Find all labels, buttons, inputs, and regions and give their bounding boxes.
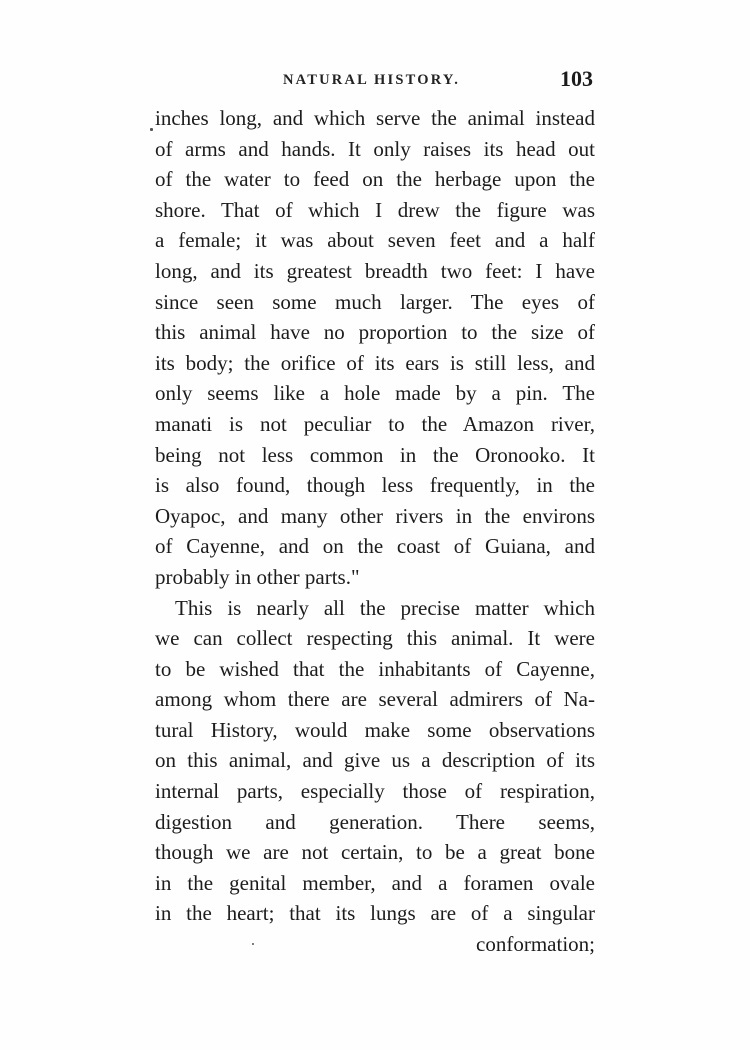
print-speck <box>252 943 254 945</box>
text-line: manati is not peculiar to the Amazon river, <box>155 411 595 436</box>
text-line: internal parts, especially those of respiration, <box>155 779 595 804</box>
text-line: inches long, and which serve the animal instead <box>155 106 595 130</box>
text-line: tural History, would make some observations <box>155 717 595 742</box>
text-line: being not less common in the Oronooko. It <box>155 442 595 467</box>
text-line: this animal have no proportion to the size of <box>155 320 595 345</box>
paragraph-end-line: probably in other parts." <box>155 564 360 589</box>
text-line: its body; the orifice of its ears is still less, and <box>155 350 595 375</box>
text-line: is also found, though less frequently, in the <box>155 473 595 498</box>
text-line: though we are not certain, to be a great bone <box>155 840 595 865</box>
text-line: digestion and generation. There seems, <box>155 809 595 834</box>
running-title: NATURAL HISTORY. <box>283 72 461 88</box>
text-line: shore. That of which I drew the figure was <box>155 197 595 222</box>
text-line: among whom there are several admirers of Na- <box>155 687 595 712</box>
text-line: we can collect respecting this animal. It were <box>155 626 595 651</box>
body-text <box>155 103 595 960</box>
text-line: to be wished that the inhabitants of Cayenne, <box>155 656 595 681</box>
text-line: in the genital member, and a foramen ovale <box>155 870 595 895</box>
text-line: Oyapoc, and many other rivers in the environs <box>155 503 595 528</box>
print-speck <box>150 128 153 131</box>
text-line: on this animal, and give us a description of its <box>155 748 595 773</box>
page-number: 103 <box>560 66 593 91</box>
text-line: a female; it was about seven feet and a half <box>155 228 595 253</box>
running-head <box>155 64 595 94</box>
text-line: of Cayenne, and on the coast of Guiana, and <box>155 534 595 559</box>
text-line: in the heart; that its lungs are of a singular <box>155 901 595 926</box>
paragraph-start-line: This is nearly all the precise matter which <box>175 595 595 620</box>
text-line: long, and its greatest breadth two feet: I have <box>155 258 595 283</box>
text-line: only seems like a hole made by a pin. The <box>155 381 595 406</box>
text-line: of the water to feed on the herbage upon the <box>155 167 595 192</box>
text-line: since seen some much larger. The eyes of <box>155 289 595 314</box>
catchword: conformation; <box>476 932 595 957</box>
text-line: of arms and hands. It only raises its head out <box>155 136 595 161</box>
